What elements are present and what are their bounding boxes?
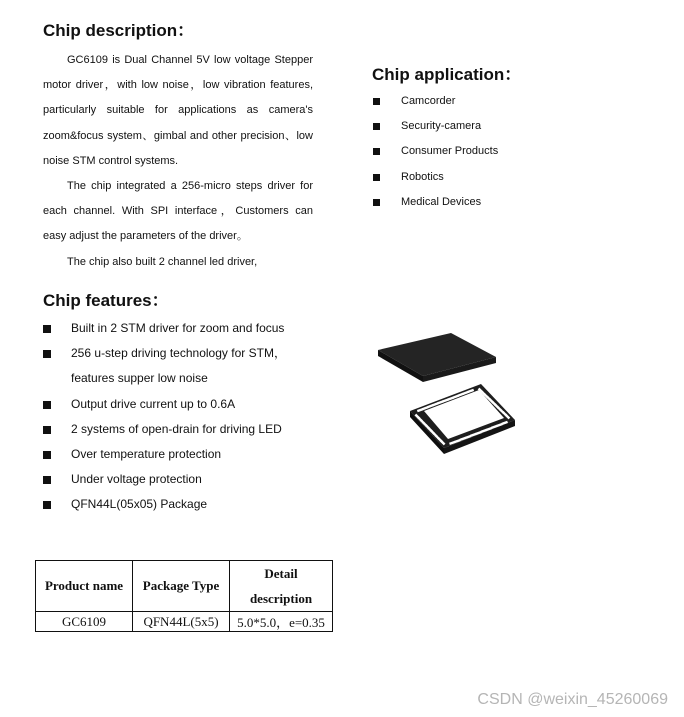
bullet-icon: [43, 501, 51, 509]
feature-item: QFN44L(05x05) Package: [43, 492, 286, 517]
spec-table: [35, 560, 333, 632]
feature-item: 2 systems of open-drain for driving LED: [43, 417, 286, 442]
model-name: GC6109: [67, 54, 108, 66]
table-header-row: [36, 561, 333, 612]
cell-product-name: GC6109: [36, 612, 133, 632]
header-product-name: Product name: [36, 561, 133, 612]
bullet-icon: [43, 401, 51, 409]
bullet-icon: [373, 148, 380, 155]
bullet-icon: [43, 451, 51, 459]
bullet-icon: [373, 98, 380, 105]
header-package-type: Package Type: [133, 561, 230, 612]
bullet-icon: [43, 325, 51, 333]
application-heading: Chip application：: [372, 65, 522, 84]
bullet-icon: [373, 123, 380, 130]
application-item: Medical Devices: [373, 190, 498, 215]
features-heading: Chip features：: [43, 291, 169, 310]
header-detail-description: Detail description: [230, 561, 333, 612]
feature-item: Over temperature protection: [43, 442, 286, 467]
description-paragraph-1: GC6109 is Dual Channel 5V low voltage Stepper motor driver，with low noise，low vibration features, particularly suitable for applications as camera's zoom&focus system、gimbal and other precision、low noise STM control systems.: [43, 54, 313, 167]
qfn-chip-image: [378, 326, 518, 470]
application-list: [373, 89, 498, 215]
feature-item: Output drive current up to 0.6A: [43, 392, 286, 417]
application-item: Camcorder: [373, 89, 498, 114]
table-row: [36, 612, 333, 632]
cell-detail-description: 5.0*5.0，e=0.35: [230, 612, 333, 632]
feature-item: Under voltage protection: [43, 467, 286, 492]
chip-top-view: [378, 333, 496, 382]
bullet-icon: [373, 199, 380, 206]
feature-item: Built in 2 STM driver for zoom and focus: [43, 316, 286, 341]
bullet-icon: [43, 476, 51, 484]
chip-bottom-view: [410, 384, 515, 454]
bullet-icon: [43, 350, 51, 358]
description-paragraph-3: The chip also built 2 channel led driver,: [67, 255, 258, 268]
application-item: Robotics: [373, 165, 498, 190]
bullet-icon: [373, 174, 380, 181]
features-list: [43, 316, 286, 518]
cell-package-type: QFN44L(5x5): [133, 612, 230, 632]
feature-item: 256 u-step driving technology for STM，features supper low noise: [43, 341, 286, 391]
description-text: [43, 48, 313, 275]
description-heading: Chip description：: [43, 21, 195, 40]
description-paragraph-2: The chip integrated a 256-micro steps driver for each channel. With SPI interface，Customers can easy adjust the parameters of the driver。: [43, 180, 313, 243]
application-item: Consumer Products: [373, 139, 498, 164]
watermark: CSDN @weixin_45260069: [477, 691, 668, 708]
application-item: Security-camera: [373, 114, 498, 139]
bullet-icon: [43, 426, 51, 434]
